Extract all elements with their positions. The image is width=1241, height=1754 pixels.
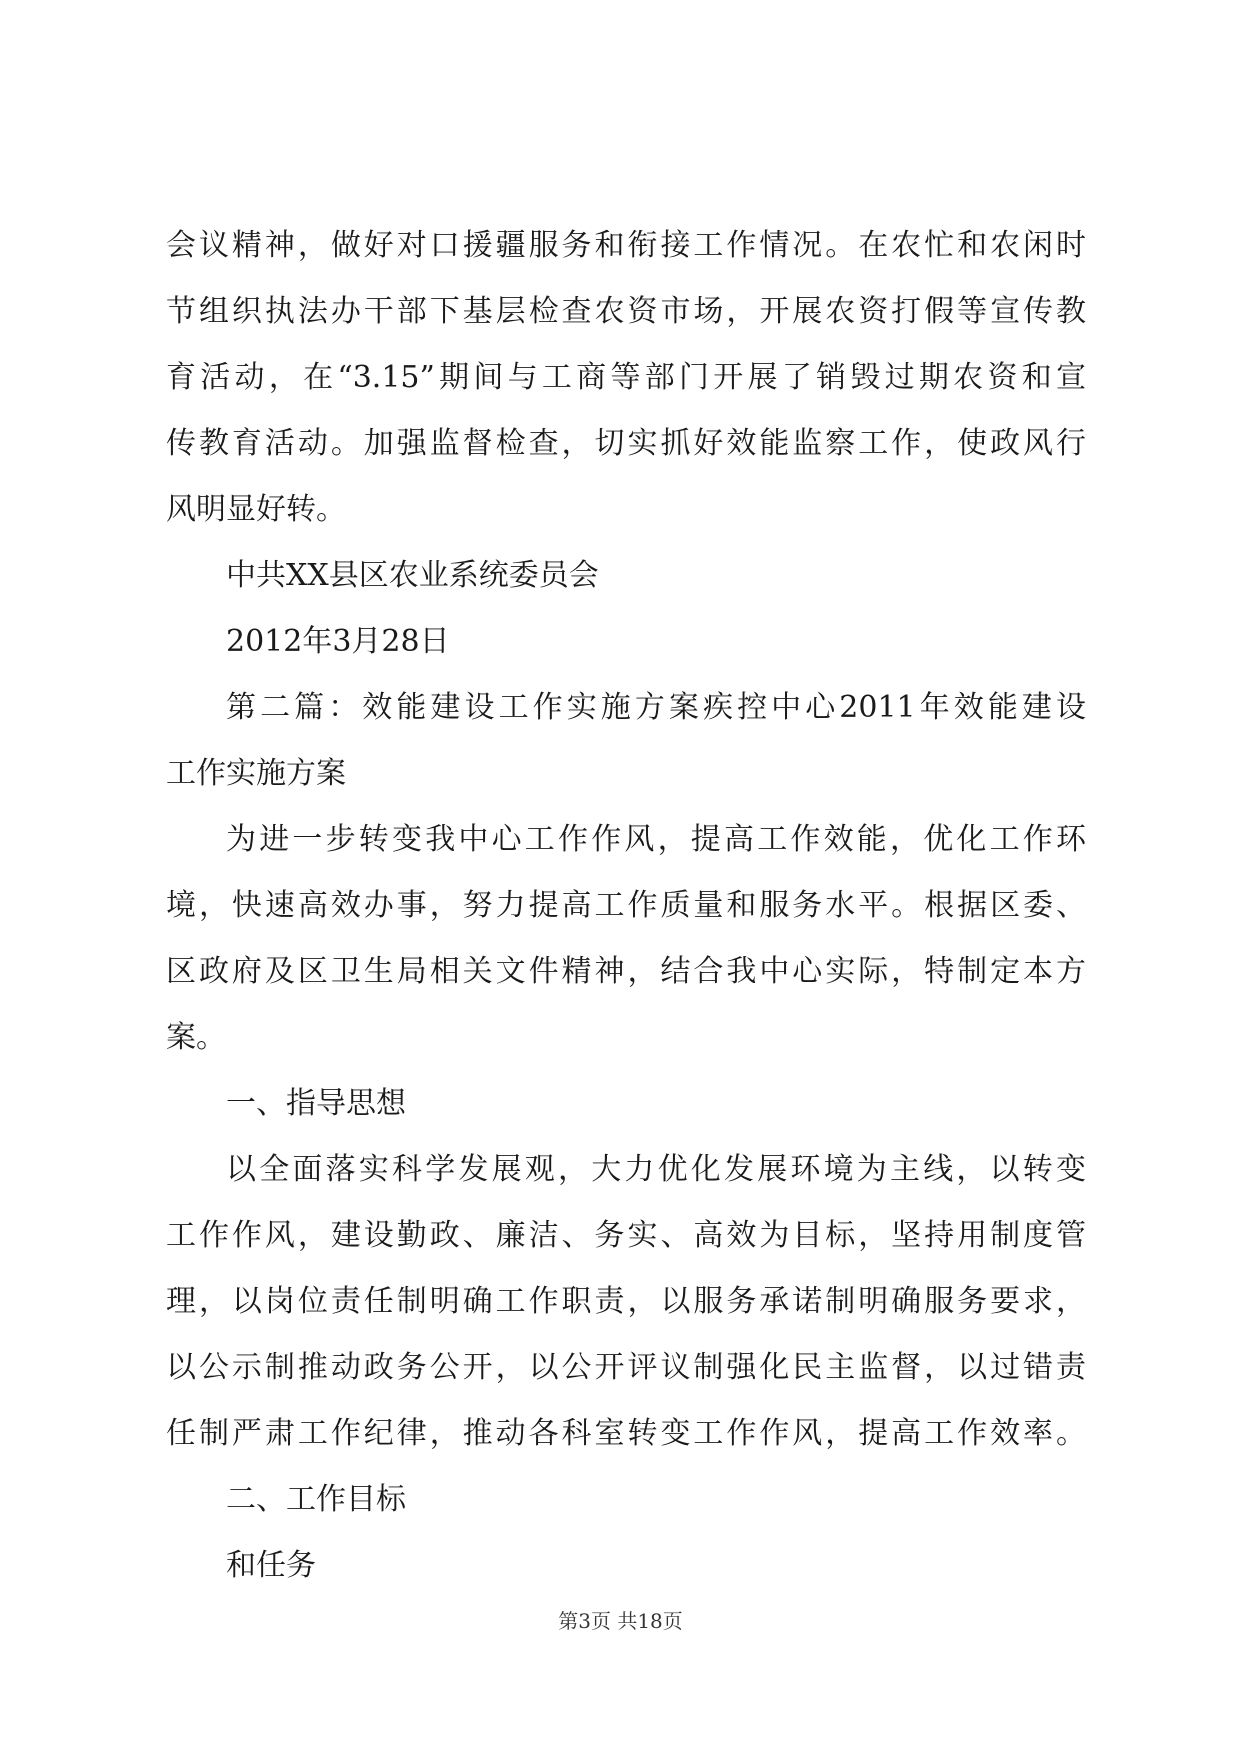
body-line: 节组织执法办干部下基层检查农资市场，开展农资打假等宣传教 (166, 294, 1086, 329)
body-line: 风明显好转。 (166, 492, 346, 527)
section-title-continued: 工作实施方案 (166, 756, 346, 791)
signature-organization: 中共XX县区农业系统委员会 (226, 558, 599, 593)
body-line: 理，以岗位责任制明确工作职责，以服务承诺制明确服务要求， (166, 1284, 1086, 1319)
body-line: 会议精神，做好对口援疆服务和衔接工作情况。在农忙和农闲时 (166, 228, 1086, 263)
body-line: 以公示制推动政务公开，以公开评议制强化民主监督，以过错责 (166, 1350, 1086, 1385)
signature-date: 2012年3月28日 (226, 624, 450, 659)
heading-work-goals: 二、工作目标 (226, 1482, 406, 1517)
body-line: 案。 (166, 1020, 226, 1055)
body-line: 区政府及区卫生局相关文件精神，结合我中心实际，特制定本方 (166, 954, 1086, 989)
body-line: 境，快速高效办事，努力提高工作质量和服务水平。根据区委、 (166, 888, 1086, 923)
body-line: 传教育活动。加强监督检查，切实抓好效能监察工作，使政风行 (166, 426, 1086, 461)
section-title: 第二篇：效能建设工作实施方案疾控中心2011年效能建设 (226, 690, 1086, 725)
body-line: 为进一步转变我中心工作作风，提高工作效能，优化工作环 (226, 822, 1086, 857)
body-line: 工作作风，建设勤政、廉洁、务实、高效为目标，坚持用制度管 (166, 1218, 1086, 1253)
page-number-footer: 第3页 共18页 (558, 1609, 683, 1633)
body-line: 任制严肃工作纪律，推动各科室转变工作作风，提高工作效率。 (166, 1416, 1086, 1451)
body-line: 育活动，在“3.15”期间与工商等部门开展了销毁过期农资和宣 (166, 360, 1086, 395)
body-line: 和任务 (226, 1548, 316, 1583)
body-line: 以全面落实科学发展观，大力优化发展环境为主线，以转变 (226, 1152, 1086, 1187)
heading-guiding-ideology: 一、指导思想 (226, 1086, 406, 1121)
